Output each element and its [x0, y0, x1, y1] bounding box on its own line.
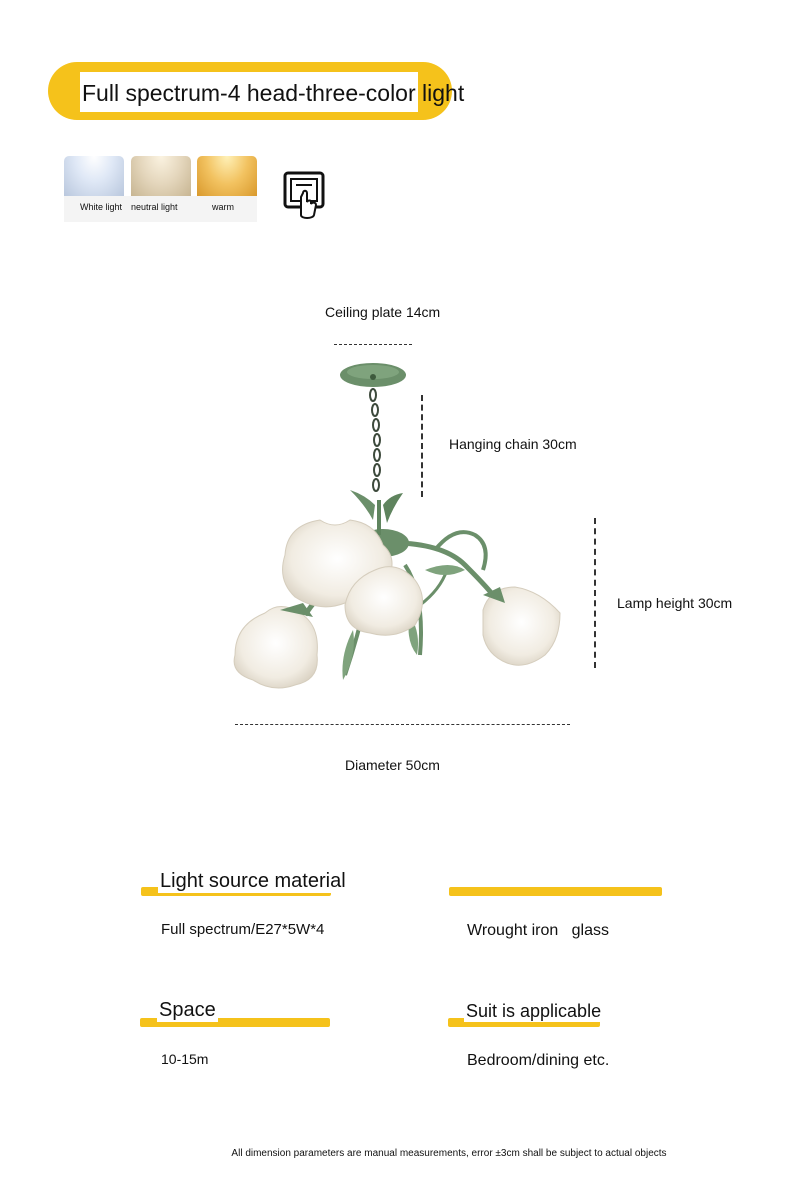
hanging-chain-label: Hanging chain 30cm: [449, 436, 577, 452]
light-source-title: Light source material: [160, 870, 346, 892]
warm-light-label: warm: [212, 202, 234, 212]
suit-title: Suit is applicable: [466, 1001, 602, 1021]
chandelier-image: [225, 355, 575, 700]
lamp-height-dashline: [594, 518, 596, 668]
page-title: Full spectrum-4 head-three-color light: [82, 80, 465, 106]
ceiling-plate-dashline: [334, 344, 412, 345]
white-light-swatch: [64, 156, 124, 196]
light-source-value: Full spectrum/E27*5W*4: [161, 921, 325, 938]
diameter-dashline: [235, 724, 570, 725]
lamp-height-label: Lamp height 30cm: [617, 595, 733, 611]
neutral-light-swatch: [131, 156, 191, 196]
touch-switch-icon: [283, 171, 327, 228]
footnote: All dimension parameters are manual measurements, error ±3cm shall be subject to actual objects: [231, 1148, 667, 1159]
material-bar: [449, 887, 662, 896]
ceiling-plate-label: Ceiling plate 14cm: [325, 304, 441, 320]
material-value: Wrought iron glass: [467, 922, 609, 939]
space-title: Space: [159, 999, 216, 1021]
white-light-label: White light: [80, 202, 123, 212]
suit-value: Bedroom/dining etc.: [467, 1052, 610, 1069]
diameter-label: Diameter 50cm: [345, 757, 440, 773]
warm-light-swatch: [197, 156, 257, 196]
space-value: 10-15m: [161, 1051, 209, 1067]
neutral-light-label: neutral light: [131, 202, 178, 212]
